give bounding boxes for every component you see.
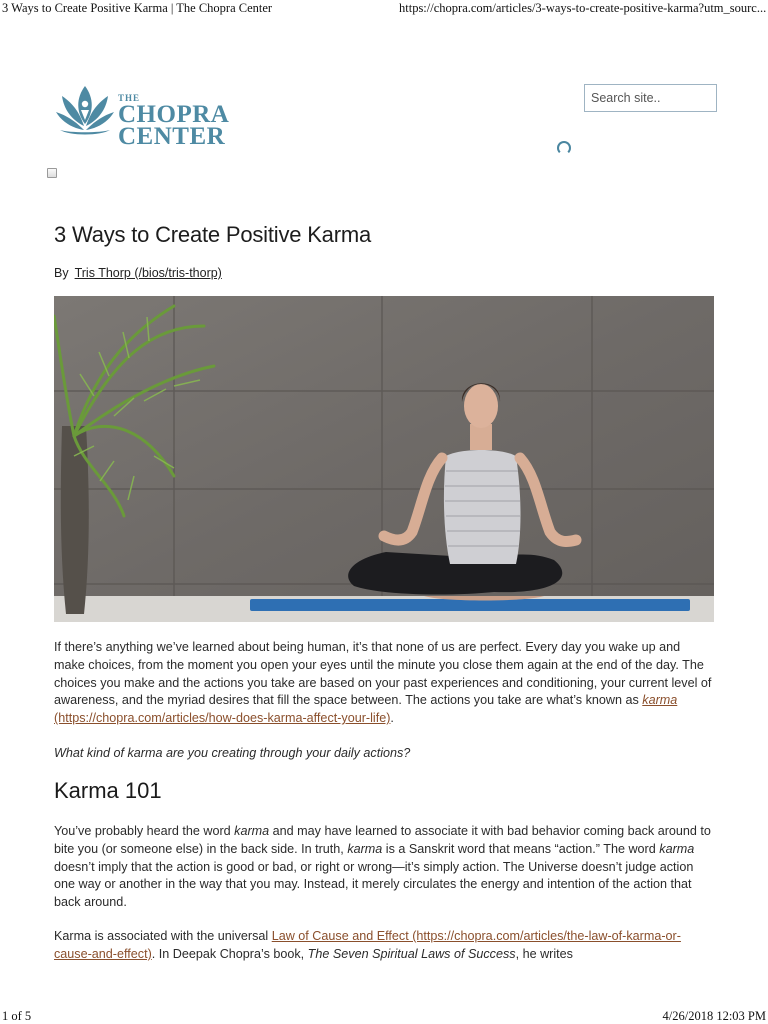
karma-link-word: karma [642,693,678,708]
print-footer [0,1008,768,1024]
print-page-title: 3 Ways to Create Positive Karma | The Chopra Center [2,1,273,15]
intro-paragraph [54,639,714,728]
logo-center: CENTER [118,123,226,150]
checkbox[interactable] [47,168,57,178]
section-heading: Karma 101 [54,778,162,803]
p2-s3: is a Sanskrit word that means “action.” The word [382,841,660,856]
karma-link-url: (https://chopra.com/articles/how-does-karma-affect-your-life) [54,711,391,726]
chopra-center-logo[interactable] [54,80,244,150]
print-timestamp: 4/26/2018 12:03 PM [662,1009,766,1023]
p3-s1: Karma is associated with the universal [54,929,272,943]
loading-spinner-icon [557,141,571,155]
p2-s1: You’ve probably heard the word [54,824,235,838]
cause-effect-paragraph [54,928,714,964]
byline [54,266,222,280]
meditating-woman-image [54,296,714,622]
book-title: The Seven Spiritual Laws of Success [307,946,516,961]
author-link[interactable]: Tris Thorp (/bios/tris-thorp) [74,266,222,280]
intro-text: If there’s anything we’ve learned about being human, it’s that none of us are perfect. Every day you wake up and make choices, from the moment you open your eyes until the minute you close them again at the end of the day. The choices you make and the actions you take are based on your past experiences and conditioning, your current level of awareness, and the myriad desires that fill the space between. The actions you take are what’s known as [54,640,712,708]
p3-s2: . In Deepak Chopra’s book, [151,946,308,961]
intro-end: . [390,711,394,726]
p3-s3: , he writes [515,946,573,961]
print-header [0,0,768,18]
karma-101-paragraph [54,823,714,912]
search-input[interactable] [584,84,717,112]
hero-image [54,296,714,622]
p2-s4: doesn’t imply that the action is good or bad, or right or wrong—it’s simply action. The Universe doesn’t judge action one way or another in the way that you may. Instead, it merely circulates the energy and intention of the action that back around. [54,859,694,910]
page-count: 1 of 5 [2,1009,32,1023]
byline-label: By [54,266,69,280]
logo-the: THE [118,93,141,103]
p2-w2: karma [347,841,383,856]
p2-w3: karma [659,841,695,856]
print-url: https://chopra.com/articles/3-ways-to-create-positive-karma?utm_sourc... [399,1,766,15]
question-text: What kind of karma are you creating through your daily actions? [54,746,411,760]
cause-effect-link[interactable]: Law of Cause and Effect (https://chopra.com/articles/the-law-of-karma-or-cause-and-effect) [54,929,681,961]
p2-w1: karma [234,824,270,838]
lotus-logo-icon [54,80,116,140]
p2-s2: and may have learned to associate it with bad behavior coming back around to bite you (or someone else) in the back side. In truth, [54,824,711,856]
article-title: 3 Ways to Create Positive Karma [54,222,371,247]
logo-chopra: CHOPRA [118,101,230,128]
